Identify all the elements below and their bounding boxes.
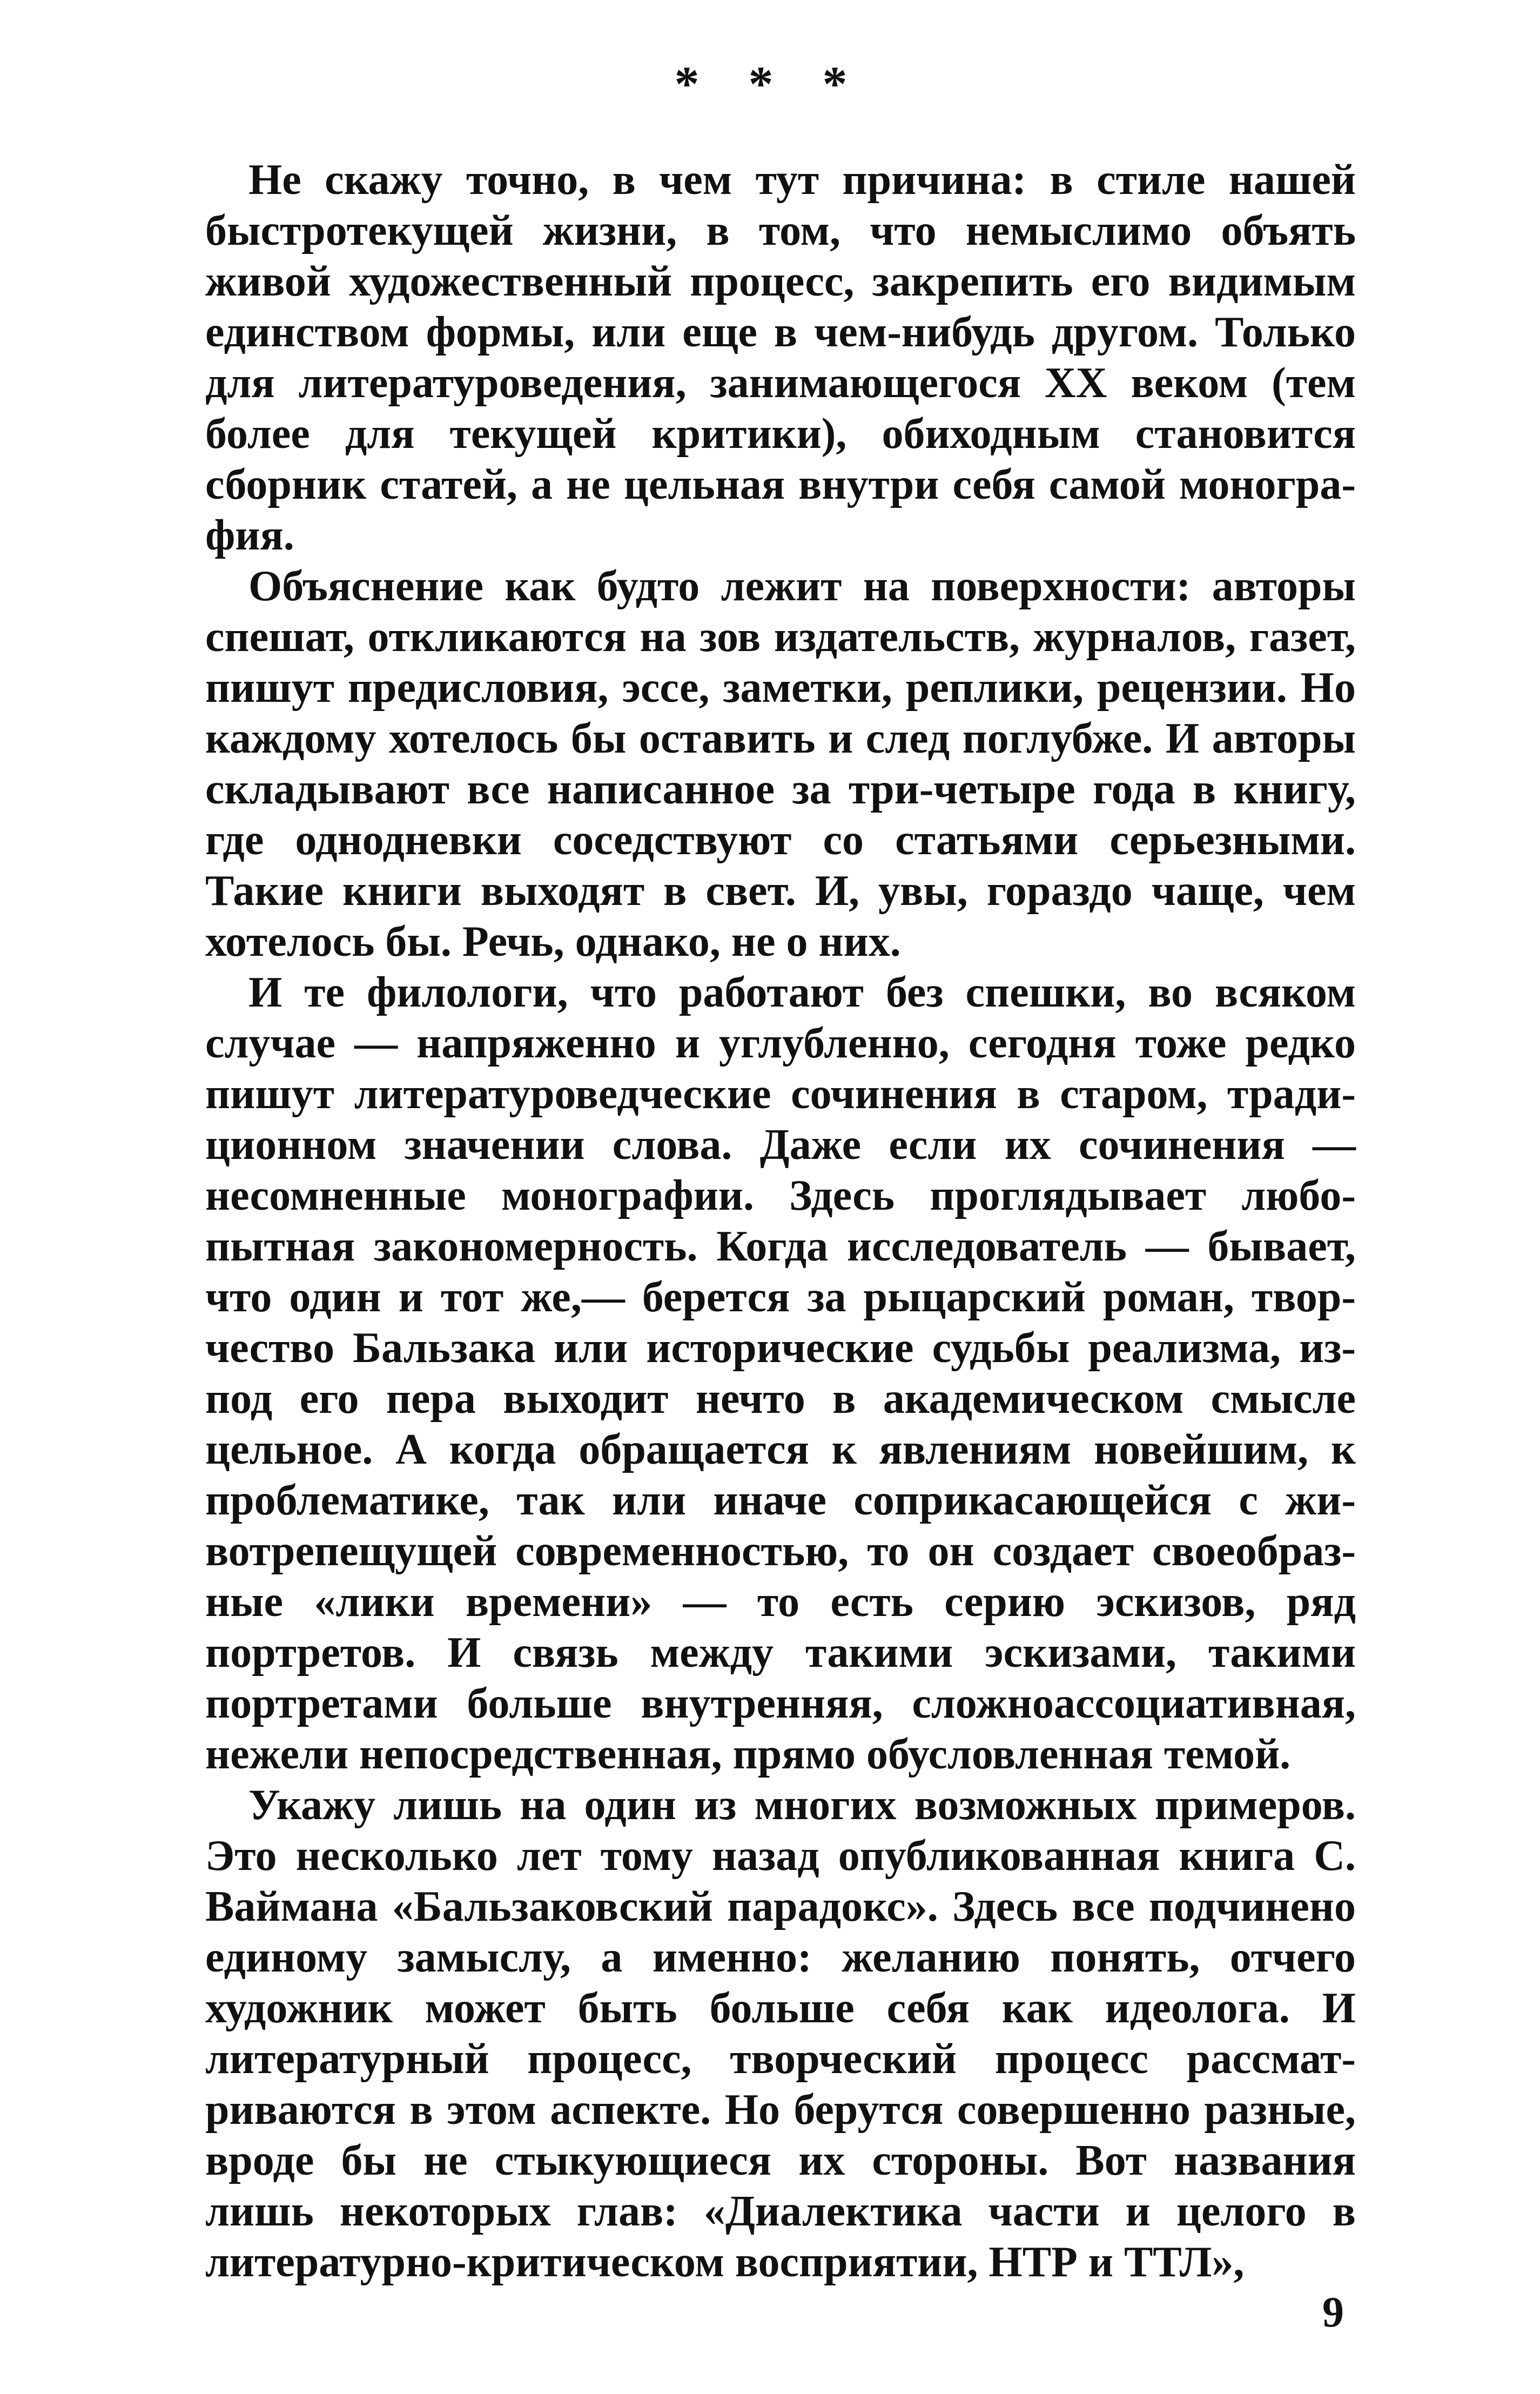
paragraph-4: Укажу лишь на один из многих возможных примеров. Это несколько лет тому назад опубликованная книга С. Ваймана «Бальзаковский парадокс». Здесь все подчинено единому замыслу, а именно: желанию понять, отчего художник может быть больше себя как идеолога. И литературный процесс, творческий процесс рассматриваются в этом аспекте. Но берутся совершенно разные, вроде бы не стыкующиеся их стороны. Вот названия лишь некоторых глав: «Диалектика части и целого в литературно-критическом восприятии, НТР и ТТЛ», xyxy=(205,1781,1356,2286)
paragraph-2: Объяснение как будто лежит на поверхности: авторы спешат, откликаются на зов издательств, журналов, газет, пишут предисловия, эссе, заметки, реплики, рецензии. Но каждому хотелось бы оставить и след поглубже. И авторы складывают все написанное за три-четыре года в книгу, где однодневки соседствуют со статьями серьезными. Такие книги выходят в свет. И, увы, гораздо чаще, чем хотелось бы. Речь, однако, не о них. xyxy=(205,562,1356,965)
paragraph-3: И те филологи, что работают без спешки, во всяком случае — напряженно и углубленно, сегодня тоже редко пишут литературоведческие сочинения в старом, традиционном значении слова. Даже если их сочинения — несомненные монографии. Здесь проглядывает любопытная закономерность. Когда исследователь — бывает, что один и тот же,— берется за рыцарский роман, творчество Бальзака или исторические судьбы реализма, из-под его пера выходит нечто в академическом смысле цельное. А когда обращается к явлениям новейшим, к проблематике, так или иначе соприкасающейся с животрепещущей современностью, то он создает своеобразные «лики времени» — то есть серию эскизов, ряд портретов. И связь между такими эскизами, такими портретами больше внутренняя, сложноассоциативная, нежели непосредственная, прямо обусловленная темой. xyxy=(205,969,1356,1778)
page-number: 9 xyxy=(1322,2289,1344,2336)
paragraph-1: Не скажу точно, в чем тут причина: в стиле нашей быстротекущей жизни, в том, что немыслимо объять живой художественный процесс, закрепить его видимым единством формы, или еще в чем-нибудь другом. Только для литературоведения, занимающегося XX веком (тем более для текущей критики), обиходным становится сборник статей, а не цельная внутри себя самой монография. xyxy=(205,156,1356,559)
body-text xyxy=(205,155,1356,2288)
section-ornament: * * * xyxy=(674,56,866,111)
